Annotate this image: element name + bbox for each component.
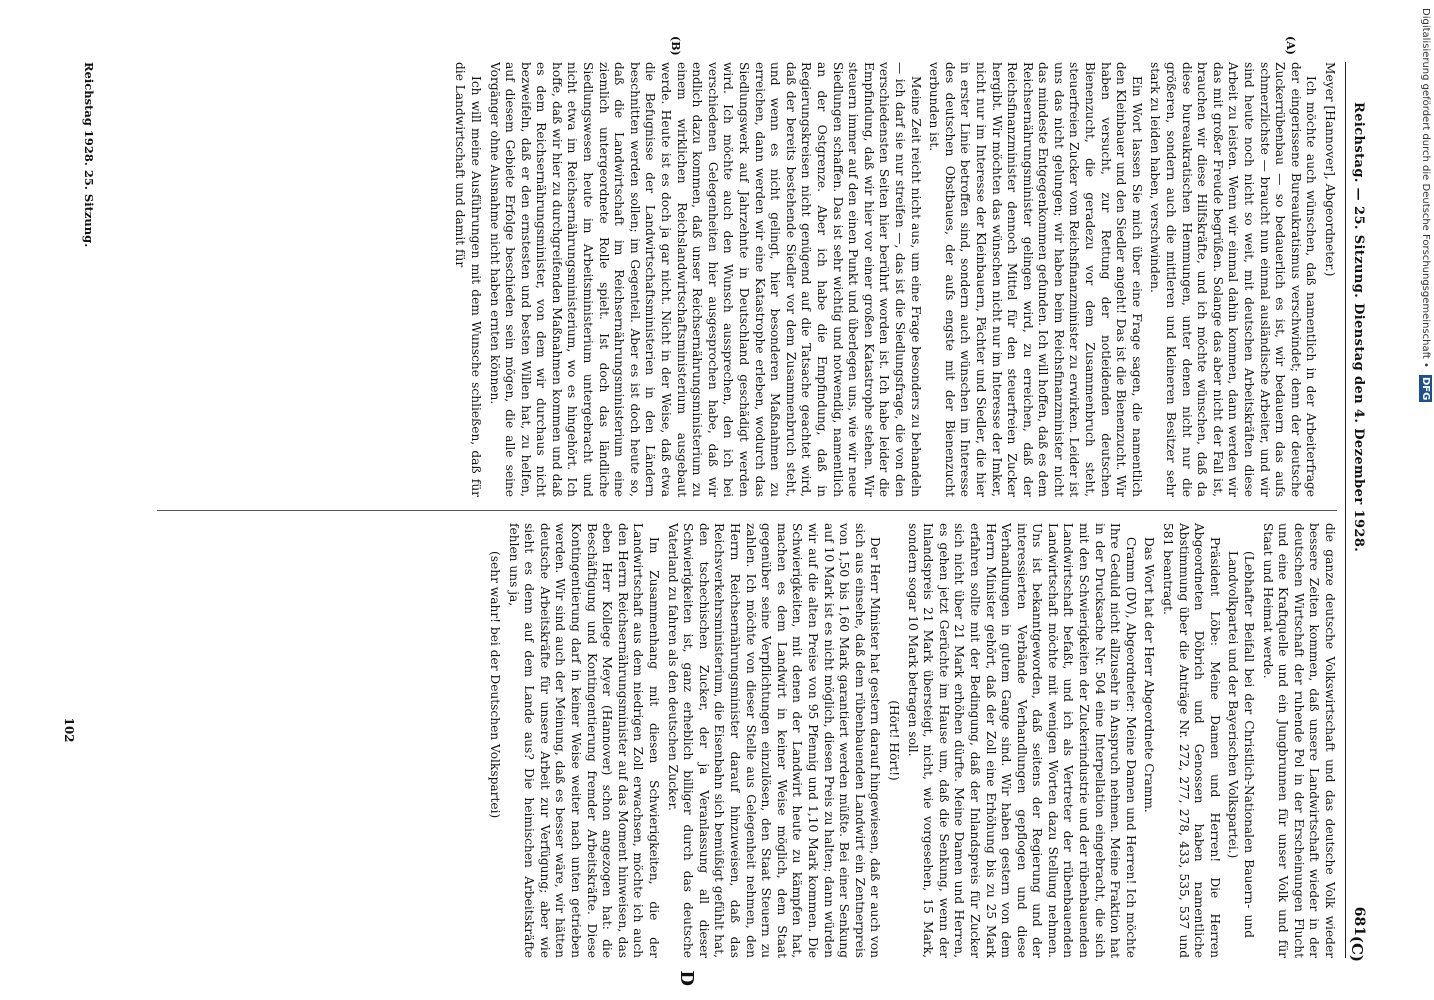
footer-sheet-number: 102	[62, 717, 76, 743]
right-column	[157, 523, 1337, 958]
left-column-paragraph: Meine Zeit reicht nicht aus, um eine Frage besonders zu behandeln — ich darf sie nur streifen —, das ist die Siedlungsfrage, die von den verschiedensten Seiten hier berührt worden ist. Ich habe leider die Empfindung, daß wir hier vor einer großen Katastrophe stehen. Wir steuern immer auf den einen Punkt und überlegen uns, wie wir neue Siedlungen schaffen. Das ist sehr wichtig und notwendig, namentlich an der Ostgrenze. Aber ich habe die Empfindung, daß in Regierungskreisen nicht genügend auf die Tatsache geachtet wird, daß der bereits bestehende Siedler vor dem Zusammenbruch steht, und wenn es nicht gelingt, hier besonderen Maßnahmen zu erreichen, dann werden wir eine Katastrophe erleben, wodurch das Siedlungswerk auf Jahrzehnte in Deutschland geschädigt werden wird. Ich möchte auch den Wunsch aussprechen, den ich bei verschiedenen Gelegenheiten hier ausgesprochen habe, daß wir endlich dazu kommen, daß unser Reichsernährungsministerium zu einem wirklichen Reichslandwirtschaftsministerium ausgebaut werde. Heute ist es doch ja gar nicht. Nicht in der Weise, daß etwa die Befugnisse der Landwirtschaftsministerien in den Ländern beschnitten werden sollen; im Gegenteil. Aber es ist doch heute so, daß die Landwirtschaft im Reichsernährungsministerium eine ziemlich untergeordnete Rolle spielt. Ist doch das ländliche Siedlungswesen heute im Arbeitsministerium untergebracht und nicht etwa im Reichsernährungsministerium, wo es hingehört. Ich hoffe, daß wir hier zu durchgreifenden Maßnahmen kommen und daß es dem Reichsernährungsminister, von dem wir durchaus nicht bezweifeln, daß er den ernstesten und besten Willen hat, zu helfen, auf diesem Gebiete Erfolge beschieden sein mögen, die alle seine Vorgänger ohne Ausnahme nicht haben ernten können.	[487, 62, 923, 497]
right-column-paragraph: Präsident Löbe: Meine Damen und Herren! Die Herren Abgeordneten Döbrich und Genossen haben namentliche Abstimmung über die Anträge Nr. 272, 277, 278, 433, 535, 537 und 581 beantragt.	[1161, 523, 1222, 958]
right-column-paragraph: die ganze deutsche Volkswirtschaft und das deutsche Volk wieder bessere Zeiten kommen, daß unsere Landwirtschaft wieder in der deutschen Wirtschaft der ruhende Pol in der Erscheinungen Flucht und eine Kraftquelle und ein Jungbrunnen für unser Volk und für Staat und Heimat werde.	[1260, 523, 1337, 958]
margin-mark-a: (A)	[1284, 36, 1297, 55]
page-number: 681	[1351, 906, 1367, 936]
credit-text: Digitalisierung gefördert durch die Deutsche Forschungsgemeinschaft •	[1420, 8, 1431, 368]
margin-mark-b: (B)	[669, 36, 682, 56]
margin-mark-d: D	[676, 970, 697, 986]
left-column-paragraph: Ich möchte auch wünschen, daß namentlich in der Arbeiterfrage der eingerissene Bureaukratismus verschwindet; denn der deutsche Zuckerrübenbau — so bedauerlich es ist, wir bedauern das aufs schmerzlichste — braucht nun einmal ausländische Arbeiter, und wir sind heute noch nicht so weit, mit deutschen Arbeitskräften diese Arbeit zu leisten. Wenn wir einmal dahin kommen, dann werden wir das mit großer Freude begrüßen. Solange das aber nicht der Fall ist, brauchen wir diese Hilfskräfte, und ich möchte wünschen, daß da diese bureaukratischen Hemmungen, unter denen nicht nur die größeren, sondern auch die mittleren und kleineren Besitzer sehr stark zu leiden haben, verschwinden.	[1148, 62, 1319, 497]
page-header-title: Reichstag. — 25. Sitzung. Dienstag den 4. Dezember 1928.	[1351, 102, 1366, 553]
left-column	[157, 62, 1337, 497]
right-column-paragraph: (sehr wahr! bei der Deutschen Volkspartei)	[488, 551, 503, 819]
right-column-paragraph: Der Herr Minister hat gestern darauf hingewiesen, daß er auch von sich aus einsehe, daß dem rübenbauenden Landwirt ein Zentnerpreis von 1,50 bis 1,60 Mark garantiert werden müßte. Bei einer Senkung auf 10 Mark ist es nicht möglich, diesen Preis zu halten; dann würden wir auf die alten Preise von 95 Pfennig und 1,10 Mark kommen. Die Schwierigkeiten, mit denen der Landwirt heute zu kämpfen hat, machen es dem Landwirt in keiner Weise möglich, dem Staat gegenüber seine Verpflichtungen einzulösen, den Staat Steuern zu zahlen. Ich möchte von dieser Stelle aus Gelegenheit nehmen, den Herrn Reichsernährungsminister darauf hinzuweisen, daß das Reichsverkehrsministerium, die Eisenbahn sich bemüßigt gefühlt hat, den tschechischen Zucker, der ja Veranlassung all dieser Schwierigkeiten ist, ganz erheblich billiger durch das deutsche Vaterland zu fahren als den deutschen Zucker.	[665, 523, 883, 958]
right-column-paragraph: (Hört! Hört!)	[886, 700, 901, 781]
running-head	[1345, 62, 1376, 962]
left-column-paragraph: Ein Wort lassen Sie mich über eine Frage sagen, die namentlich den Kleinbauer und den Siedler angeht! Das ist die Bienenzucht. Wir haben versucht, zur Rettung der notleidenden deutschen Bienenzucht, die geradezu vor dem Zusammenbruch steht, steuerfreien Zucker vom Reichsfinanzminister zu erwirken. Leider ist uns das nicht gelungen; wir haben beim Reichsfinanzminister nicht das mindeste Entgegenkommen gefunden. Ich will hoffen, daß es dem Reichsernährungsminister gelingen wird, zu erreichen, daß der Reichsfinanzminister dennoch Mittel für den steuerfreien Zucker hergibt. Wir möchten das wünschen nicht nur im Interesse der Imker, nicht nur im Interesse der Kleinbauern, Pächter und Siedler, die hier in erster Linie betroffen sind, sondern auch wünschen im Interesse des deutschen Obstbaues, der aufs engste mit der Bienenzucht verbunden ist.	[927, 62, 1144, 497]
left-column-paragraph: Meyer [Hannover], Abgeordneter.)	[1323, 62, 1337, 277]
digitization-credit	[1419, 8, 1432, 988]
footer-session-label: Reichstag 1928. 25. Sitzung.	[82, 62, 96, 248]
text-columns	[157, 36, 1337, 986]
right-column-paragraph: Cramm (DV), Abgeordneter: Meine Damen und Herren! Ich möchte Ihre Geduld nicht allzusehr in Anspruch nehmen. Meine Fraktion hat in der Drucksache Nr. 504 eine Interpellation eingebracht, die sich mit den Schwierigkeiten der Zuckerindustrie und der rübenbauenden Landwirtschaft befaßt, und ich als Vertreter der rübenbauenden Landwirtschaft möchte mit wenigen Worten dazu Stellung nehmen. Uns ist bekanntgeworden, daß seitens der Regierung und der interessierten Verbände Verhandlungen gepflogen und diese Verhandlungen in gutem Gange sind. Wir haben gestern von dem Herrn Minister gehört, daß der Zoll eine Erhöhung bis zu 25 Mark erfahren sollte mit der Bedingung, daß der Inlandspreis für Zucker sich nicht über 21 Mark erhöhen dürfte. Meine Damen und Herren, es gehen jetzt Gerüchte im Hause um, daß die Senkung, wenn der Inlandspreis 21 Mark übersteigt, nicht, wie vorgesehen, 15 Mark, sondern sogar 10 Mark betragen soll.	[905, 523, 1138, 958]
right-column-paragraph: Im Zusammenhang mit diesen Schwierigkeiten, die der Landwirtschaft aus dem niedrigen Zoll erwachsen, möchte ich auch den Herrn Reichsernährungsminister auf das Moment hinweisen, das eben Herr Kollege Meyer (Hannover) schon angezogen hat: die Beschäftigung und Kontingentierung fremder Arbeitskräfte. Diese Kontingentierung darf in keiner Weise weiter nach unten getrieben werden. Wir sind auch der Meinung, daß es besser wäre, wir hätten deutsche Arbeitskräfte für unsere Arbeit zur Verfügung; aber wie sieht es denn auf dem Lande aus? Die heimischen Arbeitskräfte fehlen uns ja,	[506, 523, 662, 958]
margin-mark-c: (C)	[1348, 935, 1366, 962]
left-column-paragraph: Ich will meine Ausführungen mit dem Wunsche schließen, daß für die Landwirtschaft und damit für	[453, 62, 483, 497]
dfg-logo: DFG	[1420, 377, 1431, 401]
right-column-paragraph: Das Wort hat der Herr Abgeordnete Cramm.	[1142, 537, 1157, 813]
right-column-paragraph: (Lebhafter Beifall bei der Christlich-Nationalen Bauern- und Landvolkpartei und der Bayerischen Volkspartei.)	[1226, 551, 1257, 938]
